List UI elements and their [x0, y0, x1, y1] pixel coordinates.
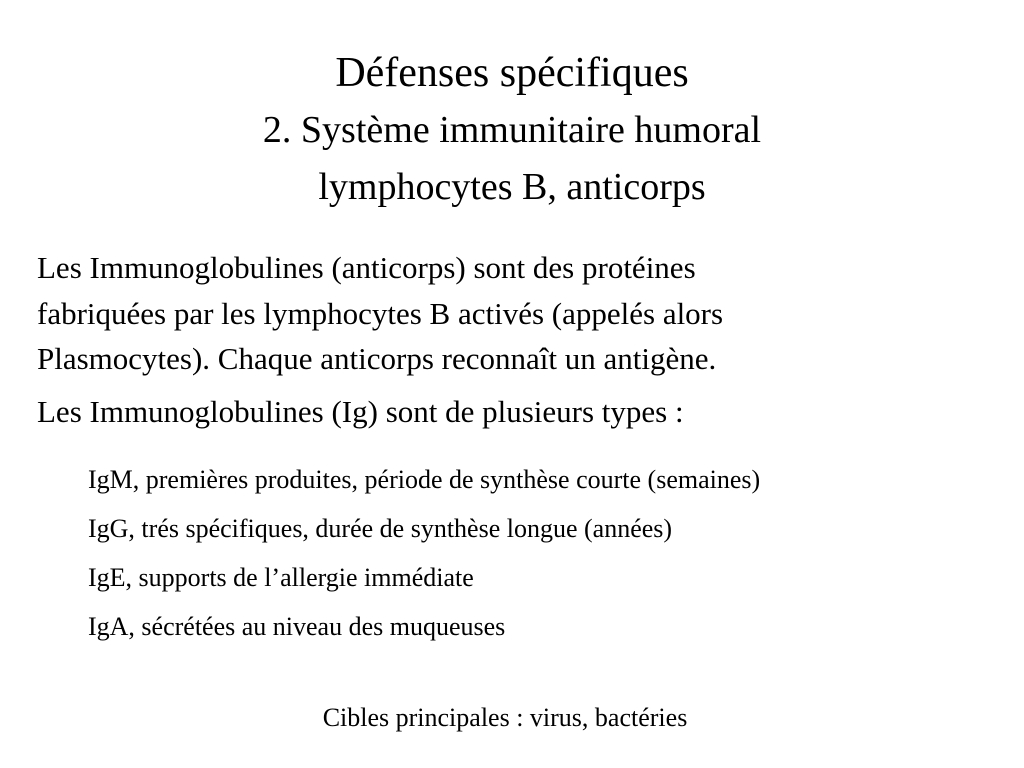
paragraph-types-intro: Les Immunoglobulines (Ig) sont de plusieurs types : [37, 393, 684, 429]
body-text [37, 245, 997, 434]
list-item-iga: IgA, sécrétées au niveau des muqueuses [88, 612, 506, 641]
paragraph-line: fabriquées par les lymphocytes B activés (appelés alors [37, 295, 724, 331]
list-item-igg: IgG, trés spécifiques, durée de synthèse longue (années) [88, 514, 673, 543]
title-subtitle: 2. Système immunitaire humoral [262, 109, 762, 151]
footer-targets: Cibles principales : virus, bactéries [322, 703, 688, 732]
paragraph-line: Plasmocytes). Chaque anticorps reconnaît un antigène. [37, 341, 717, 376]
list-item-igm: IgM, premières produites, période de synthèse courte (semaines) [88, 465, 761, 494]
slide-title [0, 44, 1024, 216]
immunoglobulin-types-list [88, 455, 1008, 651]
list-item-ige: IgE, supports de l’allergie immédiate [88, 563, 474, 592]
title-main: Défenses spécifiques [335, 50, 689, 96]
title-subtitle-2: lymphocytes B, anticorps [318, 166, 706, 208]
paragraph-line: Les Immunoglobulines (anticorps) sont des protéines [37, 250, 696, 285]
paragraph-definition [37, 245, 997, 382]
